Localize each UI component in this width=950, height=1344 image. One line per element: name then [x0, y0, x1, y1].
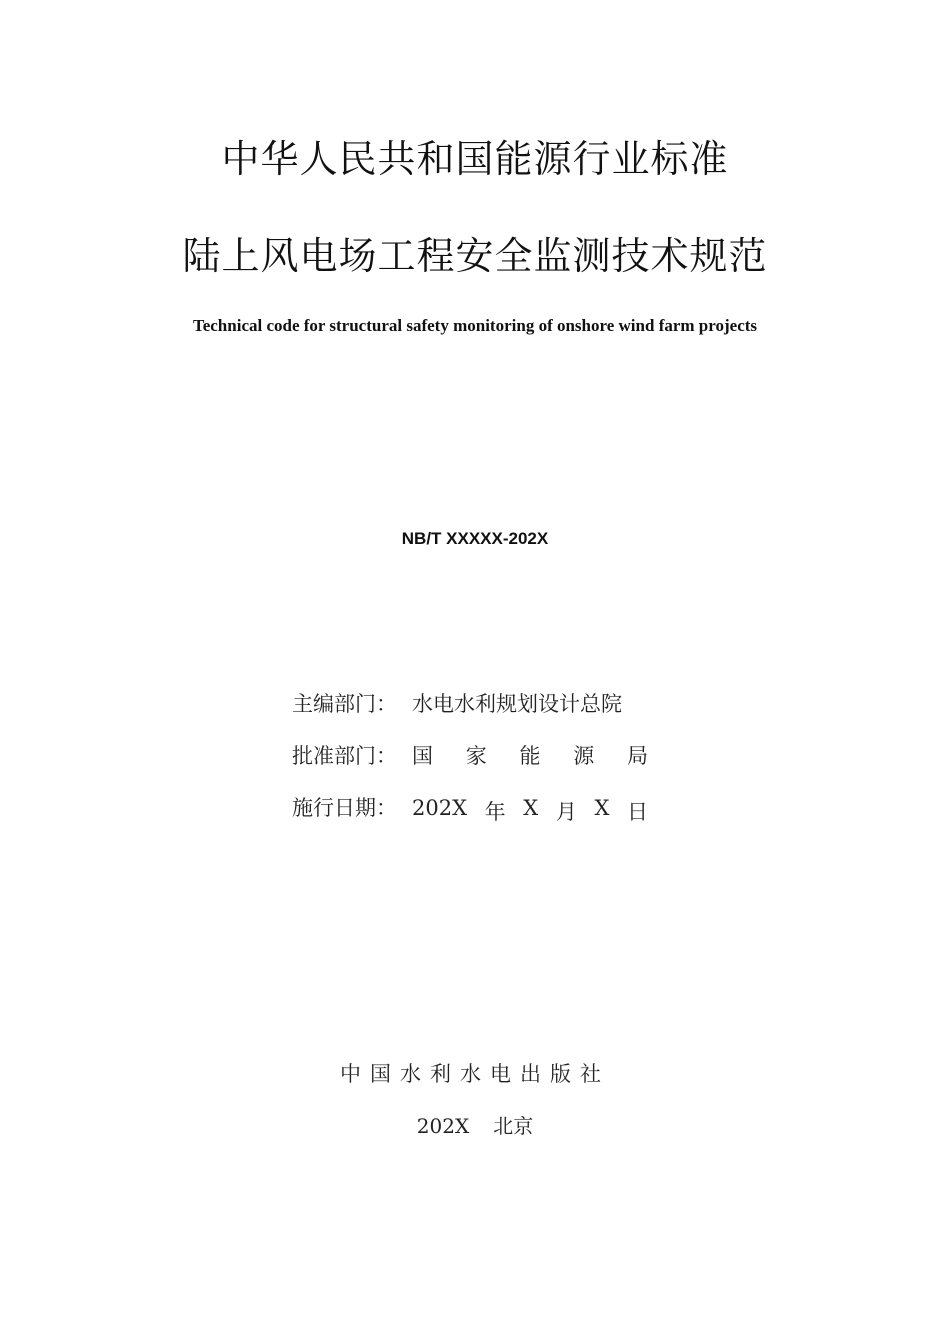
standard-category-title: 中华人民共和国能源行业标准 [221, 137, 729, 181]
document-title-english: Technical code for structural safety monitoring of onshore wind farm projects [192, 316, 758, 335]
publisher-name: 中国水利水电出版社 [340, 1062, 610, 1086]
approver-value [412, 740, 648, 770]
approver-char: 国 [412, 744, 433, 768]
issuance-info [292, 688, 662, 844]
editor-value: 水电水利规划设计总院 [412, 692, 622, 716]
approver-char: 能 [519, 744, 541, 768]
approver-char: 局 [627, 744, 648, 768]
effective-date-label: 施行日期： [292, 796, 397, 820]
approver-row [292, 740, 662, 792]
editor-label: 主编部门： [292, 692, 397, 716]
approver-char: 源 [573, 744, 595, 768]
publication-year: 202X [416, 1114, 470, 1138]
effective-date-value [412, 796, 648, 826]
effective-date-row [292, 792, 662, 844]
month-unit: 月 [555, 800, 577, 824]
publication-city: 北京 [493, 1114, 534, 1138]
effective-day: X [594, 796, 610, 820]
day-unit: 日 [627, 800, 648, 824]
editor-row [292, 688, 662, 740]
document-title: 陆上风电场工程安全监测技术规范 [182, 234, 768, 278]
approver-char: 家 [465, 744, 487, 768]
effective-month: X [523, 796, 539, 820]
publication-imprint [0, 1110, 950, 1139]
approver-label: 批准部门： [292, 744, 397, 768]
standard-code: NB/T XXXXX-202X [401, 529, 549, 548]
year-unit: 年 [484, 800, 506, 824]
effective-year: 202X [412, 796, 468, 820]
